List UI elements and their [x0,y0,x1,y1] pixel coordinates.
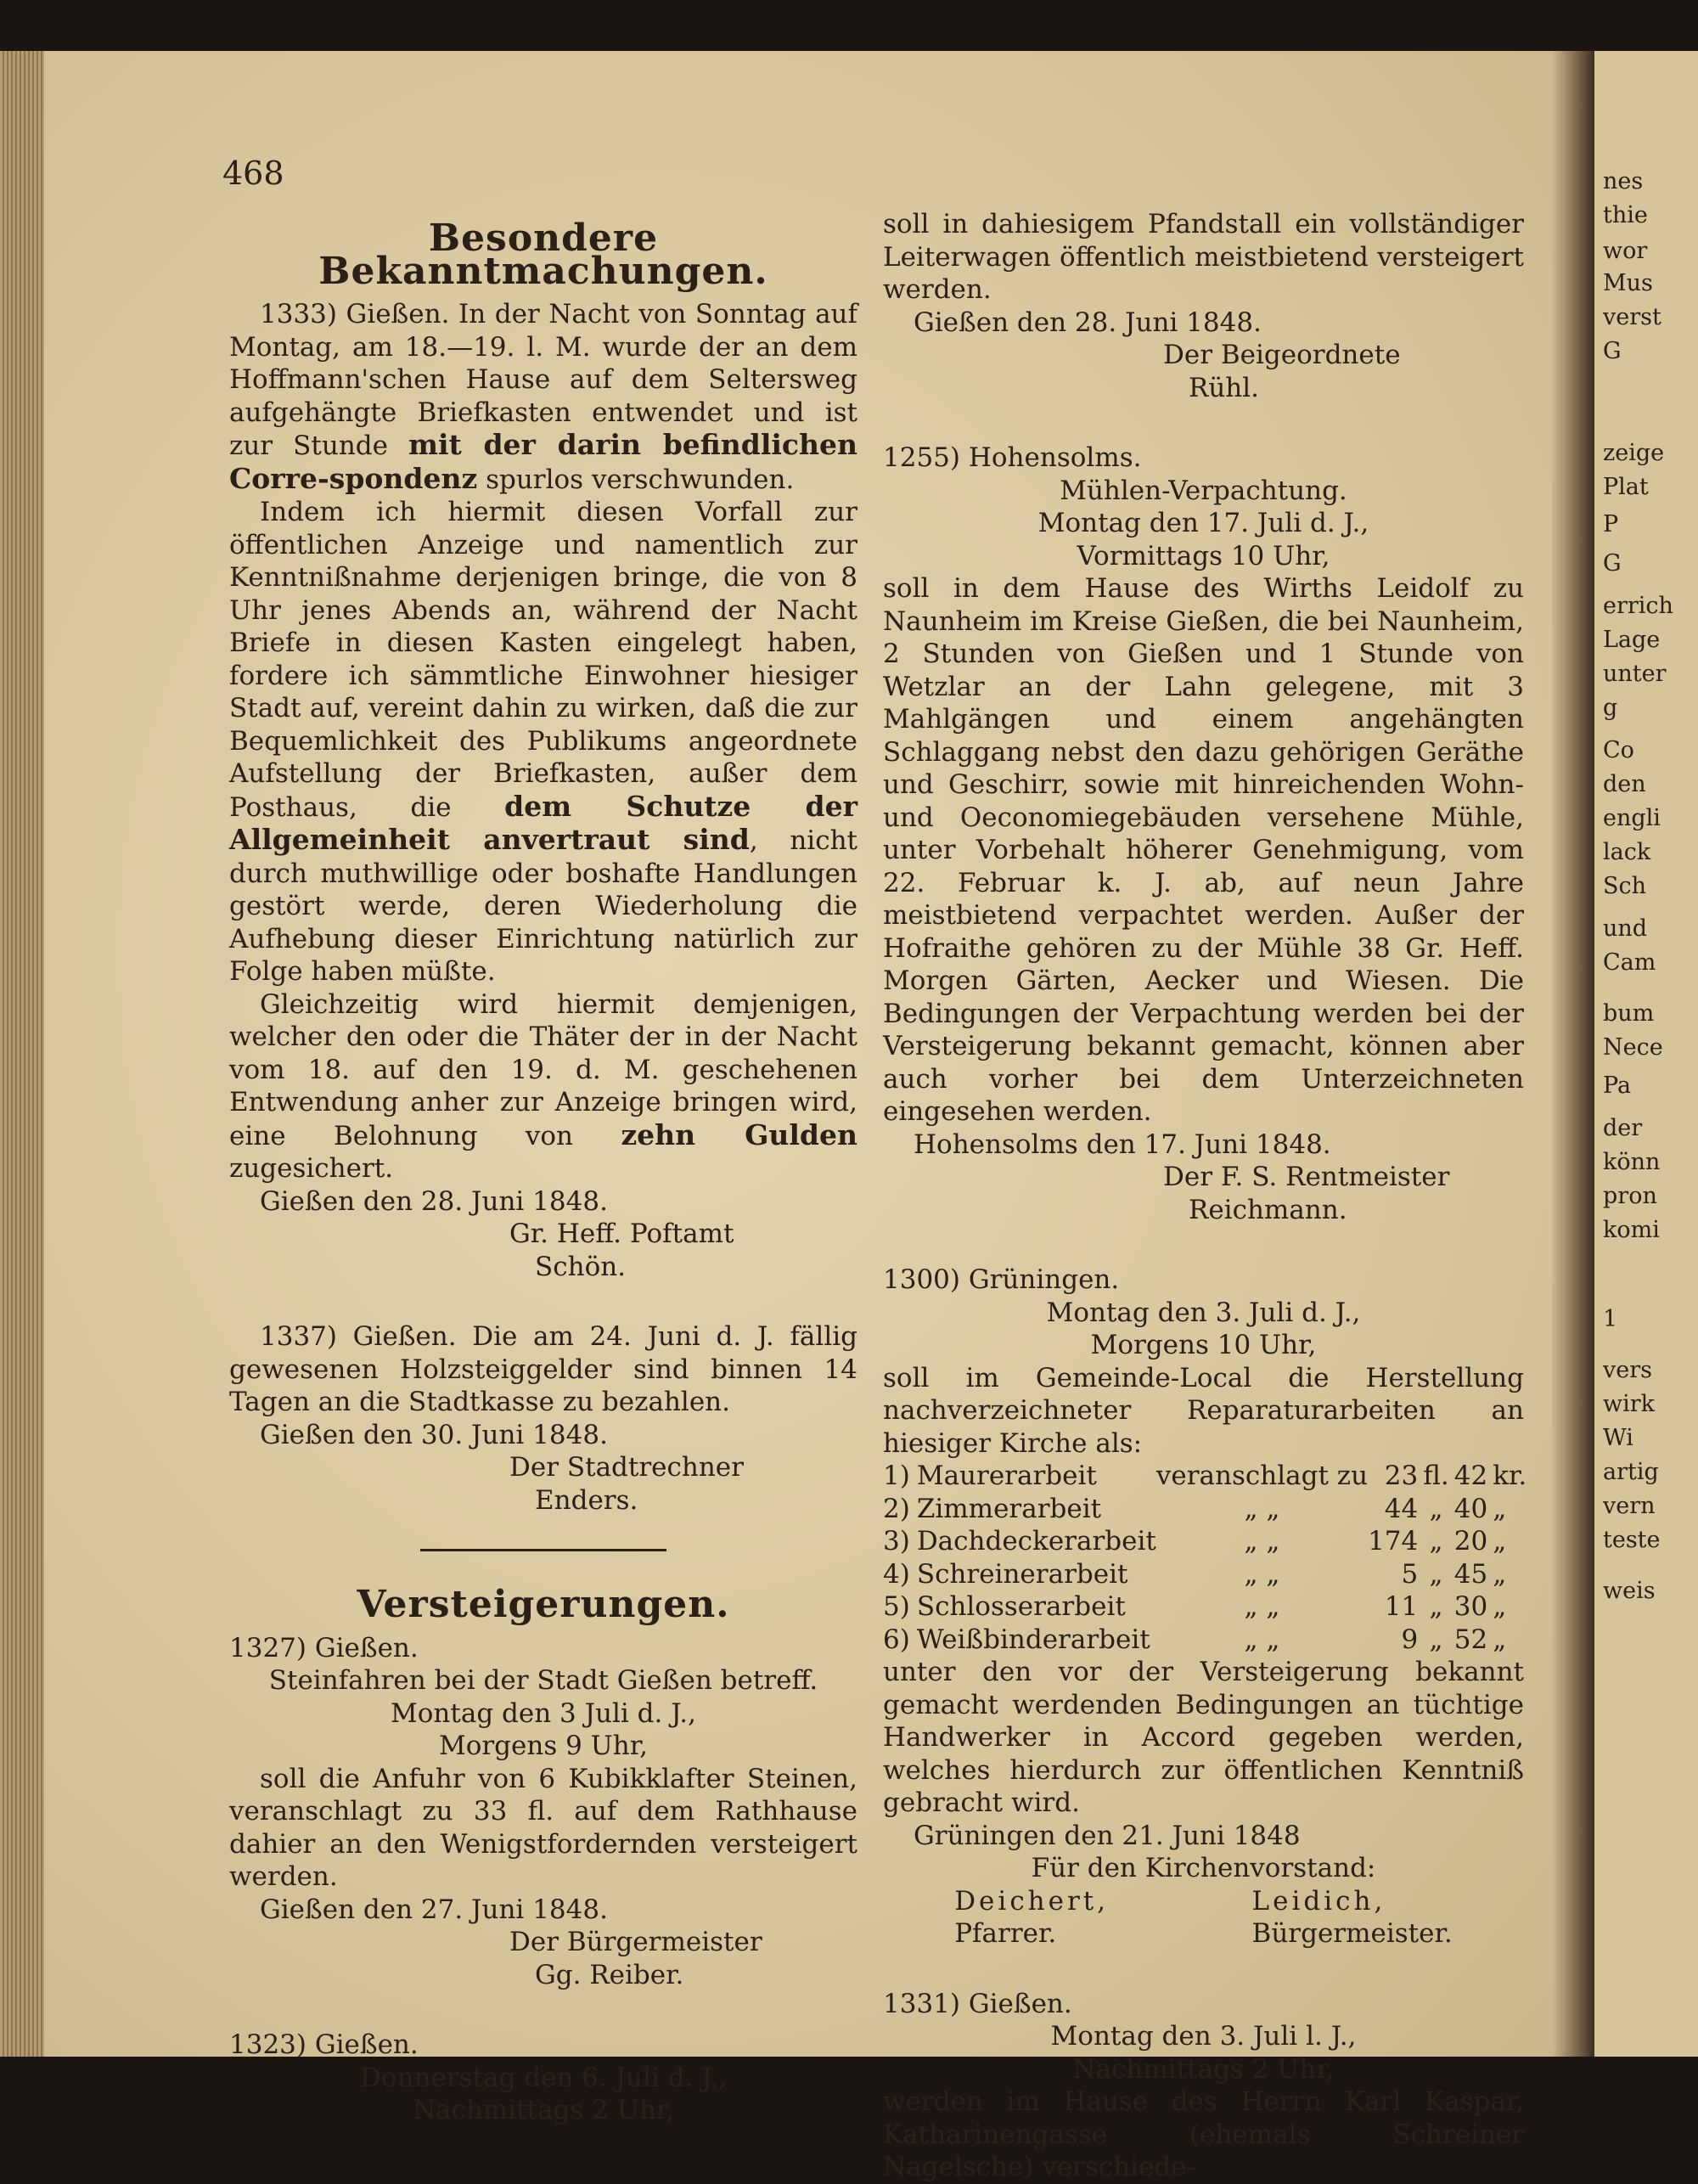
continuation-text: soll in dahiesigem Pfandstall ein vollständiger Leiterwagen öffentlich meistbietend versteigert werden. [883,209,1524,305]
book-page-edges [0,51,44,2057]
notice-1331-text: werden im Hause des Herrn Karl Kaspar, Katharinengasse (ehemals Schreiner Nagelsche) verschiede- [883,2086,1524,2182]
book-gutter [1552,51,1594,2057]
notice-1327-signature-office: Der Bürgermeister [509,1927,762,1957]
repair-cell: 30 [1453,1591,1488,1622]
repair-row [883,1624,1532,1657]
repair-cell: Maurerarbeit [916,1461,1097,1491]
notice-1300-intro: soll im Gemeinde-Local die Herstellung nachverzeichneter Reparaturarbeiten an hiesiger Kirche als: [883,1362,1524,1459]
notice-1323-head: 1323) Gießen. [229,2029,419,2060]
repair-cell: 42 [1453,1461,1488,1491]
notice-1300-signatures [883,1885,1524,1950]
next-page-word: Wi [1603,1425,1633,1451]
notice-1333-bold3: zehn Gulden [621,1117,857,1151]
repair-cell: 5 [1401,1558,1419,1590]
notice-1333 [229,298,857,1283]
repair-cost-table [883,1460,1532,1656]
notice-1333-signature-office: Gr. Heff. Poftamt [509,1219,734,1249]
notice-1331-time: Nachmittags 2 Uhr, [1072,2053,1335,2085]
repair-cell: 2) [883,1493,910,1524]
next-page-word: Mus [1603,270,1653,296]
repair-row [883,1590,1532,1624]
left-column [229,217,858,2127]
next-page-word: P [1603,511,1619,538]
repair-cell: „ „ [1244,1591,1280,1622]
notice-1300-date: Grüningen den 21. Juni 1848 [914,1820,1301,1851]
notice-1333-signature-name: Schön. [535,1251,627,1282]
repair-cell: Schlosserarbeit [916,1591,1126,1622]
continuation-date: Gießen den 28. Juni 1848. [914,307,1262,338]
next-page-word: Lage [1603,627,1661,653]
next-page-word: G [1603,550,1622,577]
notice-1327-title: Steinfahren bei der Stadt Gießen betreff. [268,1665,818,1696]
heading-notices: Besondere Bekanntmachungen. [318,217,768,293]
notice-1327 [229,1632,857,1992]
repair-cell: „ [1493,1526,1507,1556]
notice-1333-bold2: dem Schutze der Allgemeinheit anvertraut sind [229,789,857,856]
next-page-word: Nece [1603,1034,1663,1061]
notice-1333-date: Gießen den 28. Juni 1848. [260,1185,608,1217]
repair-cell: 6) [883,1624,910,1655]
notice-continuation [883,208,1524,404]
notice-1300-signature-head: Für den Kirchenvorstand: [1031,1853,1376,1883]
notice-1337 [229,1320,857,1517]
next-page-word: Sch [1603,873,1647,899]
repair-cell: Zimmerarbeit [916,1493,1102,1524]
repair-cell: 1) [883,1461,910,1491]
notice-1300-text: unter den vor der Versteigerung bekannt gemacht werdenden Bedingungen an tüchtige Handwerker in Accord gegeben werden, welches hierdurch zur öffentlichen Kenntniß gebracht wird. [883,1657,1524,1818]
next-page-fragment [1594,51,1698,2057]
repair-cell: „ [1493,1558,1507,1590]
notice-1333-para3-end: zugesichert. [229,1153,394,1184]
repair-cell: 9 [1401,1624,1419,1655]
notice-1327-date: Gießen den 27. Juni 1848. [260,1894,608,1925]
notice-1327-text: soll die Anfuhr von 6 Kubikklafter Steinen, veranschlagt zu 33 fl. auf dem Rathhause dahier an den Wenigstfordernden versteigert werden. [229,1763,857,1892]
repair-cell: 11 [1384,1591,1419,1622]
notice-1300 [883,1264,1527,1950]
repair-cell: „ [1429,1526,1443,1556]
notice-1327-day: Montag den 3 Juli d. J., [391,1697,696,1729]
repair-cell: 45 [1453,1558,1488,1590]
signature-mayor-name: Leidich, [1251,1885,1386,1917]
next-page-word: und [1603,915,1648,942]
next-page-word: Pa [1603,1072,1632,1099]
repair-cell: 40 [1453,1493,1488,1524]
signature-pastor-title: Pfarrer. [954,1918,1057,1949]
repair-cell: 174 [1368,1526,1419,1556]
repair-cell: 4) [883,1558,910,1590]
repair-cell: „ [1429,1558,1443,1590]
next-page-word: Co [1603,737,1634,763]
notice-1337-signature-name: Enders. [535,1484,638,1516]
repair-cell: „ [1493,1591,1507,1622]
next-page-word: teste [1603,1527,1661,1553]
notice-1327-time: Morgens 9 Uhr, [438,1731,649,1761]
repair-cell: 5) [883,1591,910,1622]
notice-1331-head: 1331) Gießen. [883,1988,1072,2019]
notice-1300-day: Montag den 3. Juli d. J., [1046,1297,1361,1328]
notice-1333-bold: mit der darin befindlichen Corre-spondenz [229,428,857,495]
repair-cell: „ „ [1244,1493,1280,1524]
notice-1333-para2: Indem ich hiermit diesen Vorfall zur öffentlichen Anzeige und namentlich zur Kenntnißnahme derjenigen bringe, die von 8 Uhr jenes Abends an, während der Nacht Briefe in diesen Kasten eingelegt haben, fordere ich sämmtliche Einwohner hiesiger Stadt auf, vereint dahin zu wirken, daß die zur Bequemlichkeit des Publikums angeordnete Aufstellung der Briefkasten, außer dem Posthaus, die [229,497,857,823]
notice-1327-head: 1327) Gießen. [229,1632,419,1663]
notice-1323-day: Donnerstag den 6. Juli d. J., [360,2062,727,2093]
signature-pastor-name: Deichert, [954,1885,1110,1917]
next-page-word: könn [1603,1149,1661,1175]
repair-row [883,1493,1532,1526]
notice-1333-para3: Gleichzeitig wird hiermit demjenigen, welcher den oder die Thäter der in der Nacht vom 18. auf den 19. d. M. geschehenen Entwendung anher zur Anzeige bringen wird, eine Belohnung von [229,988,857,1151]
repair-cell: 20 [1453,1526,1488,1556]
notice-1255-title: Mühlen-Verpachtung. [1060,475,1347,506]
notice-1255-signature-name: Reichmann. [1189,1194,1347,1225]
repair-cell: „ [1493,1493,1507,1524]
signature-mayor-title: Bürgermeister. [1251,1918,1453,1949]
repair-row [883,1558,1532,1591]
repair-cell: kr. [1493,1461,1527,1491]
heading-auctions: Versteigerungen. [357,1583,730,1626]
next-page-word: vern [1603,1493,1656,1519]
repair-cell: Schreinerarbeit [916,1558,1128,1590]
next-page-word: zeige [1603,440,1665,466]
next-page-word: 1 [1603,1306,1618,1332]
repair-cell: 3) [883,1526,910,1556]
next-page-word: vers [1603,1357,1652,1383]
next-page-word: nes [1603,168,1644,194]
next-page-word: wirk [1603,1391,1656,1417]
notice-1331-day: Montag den 3. Juli l. J., [1050,2021,1357,2052]
notice-1333-text-end: spurlos verschwunden. [486,464,795,495]
notice-1323-time: Nachmittags 2 Uhr, [412,2095,675,2125]
notice-1255-time: Vormittags 10 Uhr, [1077,540,1330,571]
next-page-word: wor [1603,238,1648,264]
next-page-word: lack [1603,839,1651,865]
notice-1300-time: Morgens 10 Uhr, [1090,1330,1317,1360]
repair-cell: „ [1429,1591,1443,1622]
continuation-signature-name: Rühl. [1189,372,1260,403]
page-number: 468 [222,155,284,192]
next-page-word: g [1603,695,1618,721]
notice-1255-signature-office: Der F. S. Rentmeister [1163,1162,1450,1192]
notice-1327-signature-name: Gg. Reiber. [535,1959,684,1990]
repair-cell: „ „ [1244,1526,1280,1556]
notice-1300-head: 1300) Grüningen. [883,1264,1120,1295]
next-page-word: artig [1603,1459,1659,1485]
notice-1337-text: 1337) Gießen. Die am 24. Juni d. J. fällig gewesenen Holzsteiggelder sind binnen 14 Tagen an die Stadtkasse zu bezahlen. [229,1321,857,1417]
notice-1333-para2-end: , nicht durch muthwillige oder boshafte Handlungen gestört werde, deren Wiederholung die Aufhebung dieser Einrichtung natürlich zur Folge haben müßte. [229,825,858,987]
notice-1255-head: 1255) Hohensolms. [883,442,1142,473]
repair-cell: „ [1429,1624,1443,1655]
notice-1255-text: soll in dem Hause des Wirths Leidolf zu Naunheim im Kreise Gießen, die bei Naunheim, 2 Stunden von Gießen und 1 Stunde von Wetzlar an der Lahn gelegene, mit 3 Mahlgängen und einem angehängten Schlaggang nebst den dazu gehörigen Geräthe und Geschirr, sowie mit hinreichenden Wohn- und Oeconomiegebäuden versehene Mühle, unter Vorbehalt höherer Genehmigung, vom 22. Februar k. J. ab, auf neun Jahre meistbietend verpachtet werden. Außer der Hofraithe gehören zu der Mühle 38 Gr. Heff. Morgen Gärten, Aecker und Wiesen. Die Bedingungen der Verpachtung werden bei der Versteigerung bekannt gemacht, können aber auch vorher bei dem Unterzeichneten eingesehen werden. [883,573,1524,1127]
next-page-word: errich [1603,593,1673,619]
notice-1255 [883,442,1524,1226]
notice-1323 [229,2029,857,2127]
repair-row [883,1460,1532,1493]
next-page-word: thie [1603,202,1648,228]
next-page-word: Plat [1603,474,1649,500]
next-page-word: verst [1603,304,1661,330]
next-page-word: G [1603,338,1622,364]
notice-1337-date: Gießen den 30. Juni 1848. [260,1419,608,1450]
repair-cell: Weißbinderarbeit [916,1624,1150,1655]
next-page-word: den [1603,771,1646,797]
repair-cell: 44 [1384,1493,1419,1524]
next-page-word: engli [1603,805,1661,831]
repair-cell: „ [1429,1493,1443,1524]
next-page-word: bum [1603,1000,1655,1027]
next-page-word: pron [1603,1183,1657,1209]
right-column [883,208,1527,2184]
continuation-signature-office: Der Beigeordnete [1163,340,1401,370]
next-page-word: Cam [1603,949,1656,976]
next-page-word: komi [1603,1217,1660,1243]
notice-1255-day: Montag den 17. Juli d. J., [1037,508,1369,538]
repair-cell: veranschlagt zu [1155,1461,1369,1491]
repair-row [883,1525,1532,1558]
section-divider [420,1549,666,1551]
notice-1255-date: Hohensolms den 17. Juni 1848. [914,1129,1331,1160]
repair-cell: 52 [1453,1624,1488,1655]
repair-cell: „ „ [1244,1558,1280,1590]
notice-1333-text: 1333) Gießen. In der Nacht von Sonntag auf Montag, am 18.—19. l. M. wurde der an dem Hoffmann'schen Hause auf dem Seltersweg aufgehängte Briefkasten entwendet und ist zur Stunde [229,299,857,461]
repair-cell: fl. [1423,1461,1449,1491]
next-page-word: weis [1603,1578,1656,1604]
repair-cell: 23 [1384,1461,1419,1491]
notice-1331 [883,1988,1524,2184]
repair-cell: „ [1493,1624,1507,1655]
next-page-word: der [1603,1115,1643,1141]
next-page-word: unter [1603,661,1667,687]
notice-1337-signature-office: Der Stadtrechner [509,1452,744,1483]
repair-cell: „ „ [1244,1624,1280,1655]
repair-cell: Dachdeckerarbeit [916,1526,1156,1556]
